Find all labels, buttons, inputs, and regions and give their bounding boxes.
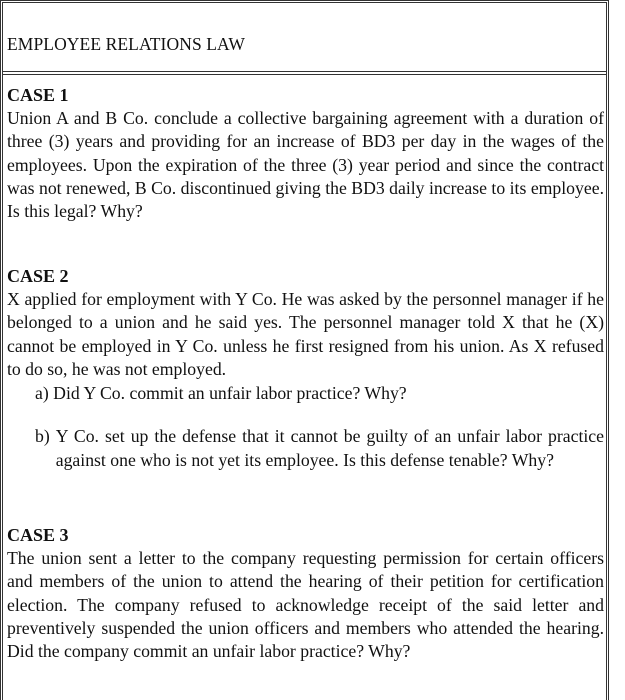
case-2-heading: CASE 2 xyxy=(7,266,69,286)
case-2-question-b xyxy=(35,425,604,472)
case-3 xyxy=(7,524,604,663)
case-1 xyxy=(7,84,604,223)
case-2-text: X applied for employment with Y Co. He was asked by the personnel manager if he belonged to a union and he said yes. The personnel manager told X that he (X) cannot be employed in Y Co. unless he first resigned from his union. As X refused to do so, he was not employed. xyxy=(7,289,604,379)
case-1-heading: CASE 1 xyxy=(7,85,69,105)
case-2 xyxy=(7,265,604,472)
question-b-text: Y Co. set up the defense that it cannot be guilty of an unfair labor practice against one who is not yet its employee. Is this defense tenable? Why? xyxy=(55,426,604,470)
question-a-label: a) xyxy=(35,383,49,404)
case-2-question-a xyxy=(35,382,604,405)
case-3-heading: CASE 3 xyxy=(7,525,69,545)
case-1-text: Union A and B Co. conclude a collective bargaining agreement with a duration of three (3) years and providing for an increase of BD3 per day in the wages of the employees. Upon the expiration of the three (3) year period and since the contract was not renewed, B Co. discontinued giving the BD3 daily increase to its employee. Is this legal? Why? xyxy=(7,108,604,222)
case-3-text: The union sent a letter to the company requesting permission for certain officers and members of the union to attend the hearing of their petition for certification election. The company refused to acknowledge receipt of the said letter and preventively suspended the union officers and members who attended the hearing. Did the company commit an unfair labor practice? Why? xyxy=(7,548,604,662)
document-title: EMPLOYEE RELATIONS LAW xyxy=(7,34,245,54)
header-cell xyxy=(3,3,606,75)
question-b-label: b) xyxy=(35,426,50,447)
question-a-text: Did Y Co. commit an unfair labor practice? Why? xyxy=(53,383,407,404)
